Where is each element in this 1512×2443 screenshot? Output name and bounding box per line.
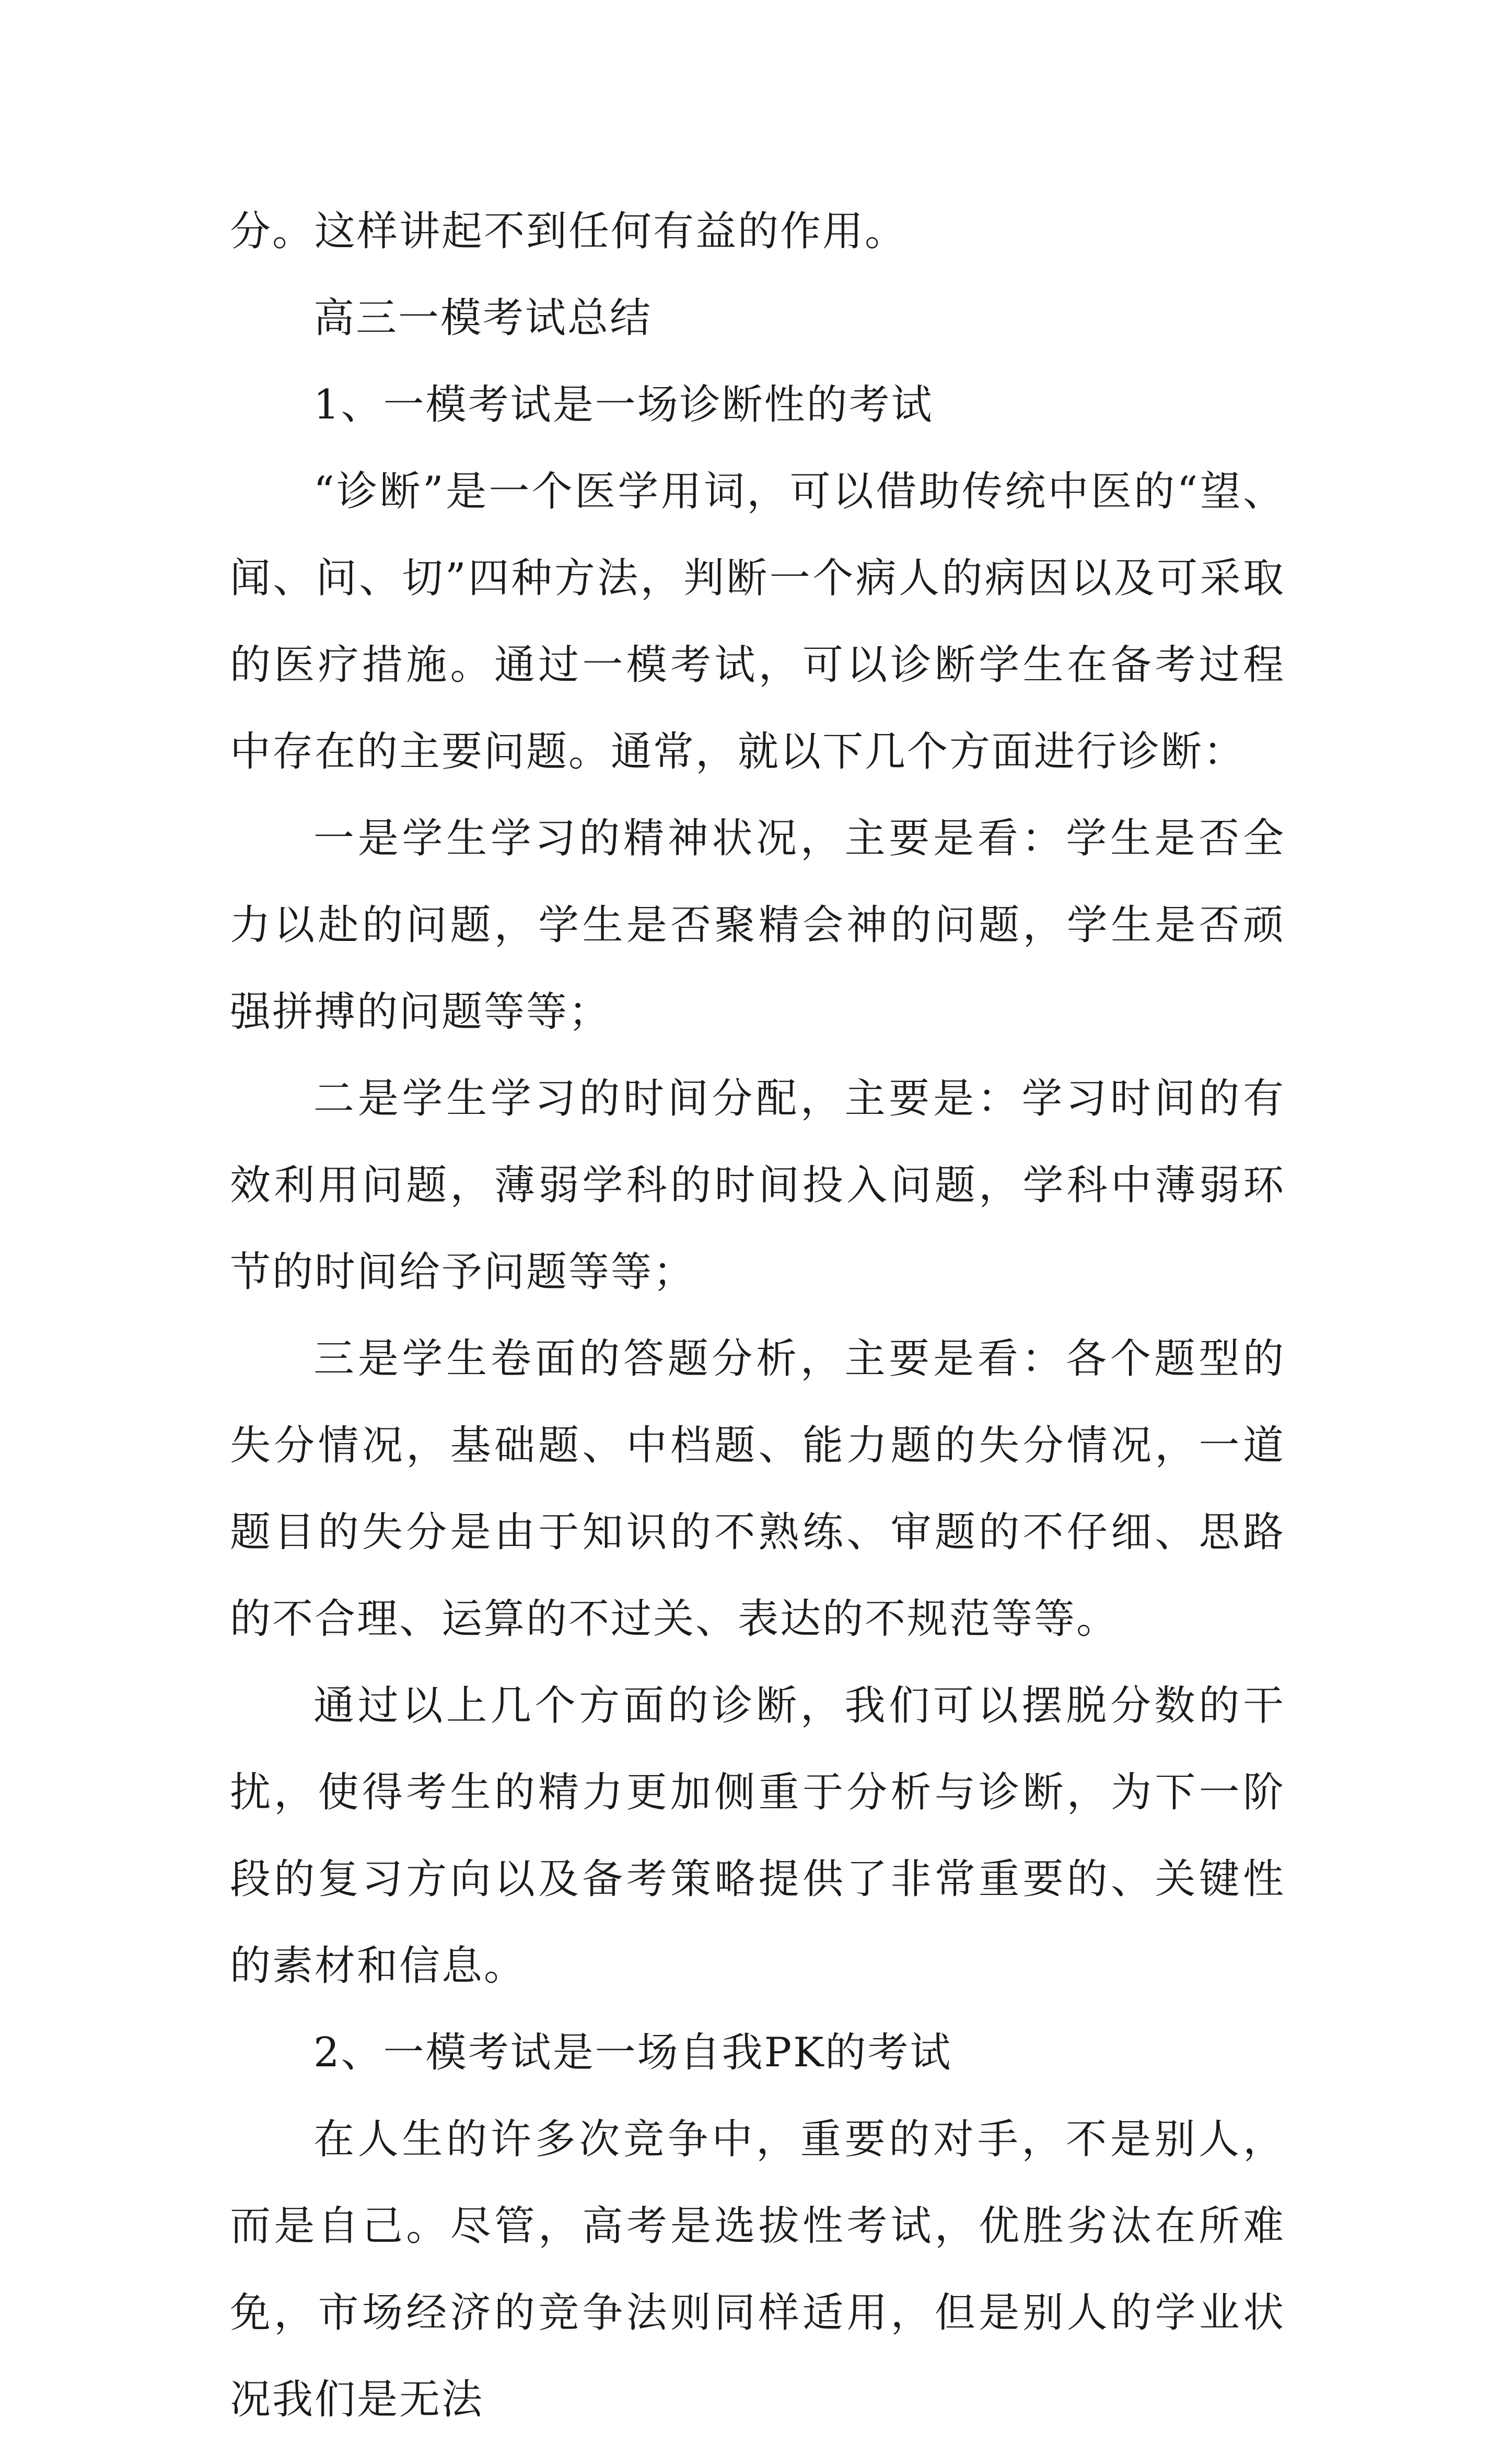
paragraph-point-3: 三是学生卷面的答题分析，主要是看：各个题型的失分情况，基础题、中档题、能力题的失分情况，一道题目的失分是由于知识的不熟练、审题的不仔细、思路的不合理、运算的不过关、表达的不规范等等。	[230, 1335, 1285, 1643]
subheading-2: 2、一模考试是一场自我PK的考试	[313, 2029, 952, 2076]
paragraph-diagnosis-intro: “诊断”是一个医学用词，可以借助传统中医的“望、闻、问、切”四种方法，判断一个病人的病因以及可采取的医疗措施。通过一模考试，可以诊断学生在备考过程中存在的主要问题。通常，就以下几个方面进行诊断：	[230, 468, 1285, 775]
subheading-1: 1、一模考试是一场诊断性的考试	[313, 381, 934, 428]
paragraph-continuation: 分。这样讲起不到任何有益的作用。	[230, 208, 908, 255]
paragraph-summary: 通过以上几个方面的诊断，我们可以摆脱分数的干扰，使得考生的精力更加侧重于分析与诊断，为下一阶段的复习方向以及备考策略提供了非常重要的、关键性的素材和信息。	[230, 1682, 1285, 1990]
paragraph-point-2: 二是学生学习的时间分配，主要是：学习时间的有效利用问题，薄弱学科的时间投入问题，学科中薄弱环节的时间给予问题等等；	[230, 1075, 1285, 1296]
paragraph-point-1: 一是学生学习的精神状况，主要是看：学生是否全力以赴的问题，学生是否聚精会神的问题，学生是否顽强拼搏的问题等等；	[230, 815, 1285, 1036]
body-text	[230, 188, 1285, 2443]
section-title: 高三一模考试总结	[313, 295, 653, 342]
paragraph-self-pk: 在人生的许多次竞争中，重要的对手，不是别人，而是自己。尽管，高考是选拔性考试，优胜劣汰在所难免，市场经济的竞争法则同样适用，但是别人的学业状况我们是无法	[230, 2116, 1285, 2423]
